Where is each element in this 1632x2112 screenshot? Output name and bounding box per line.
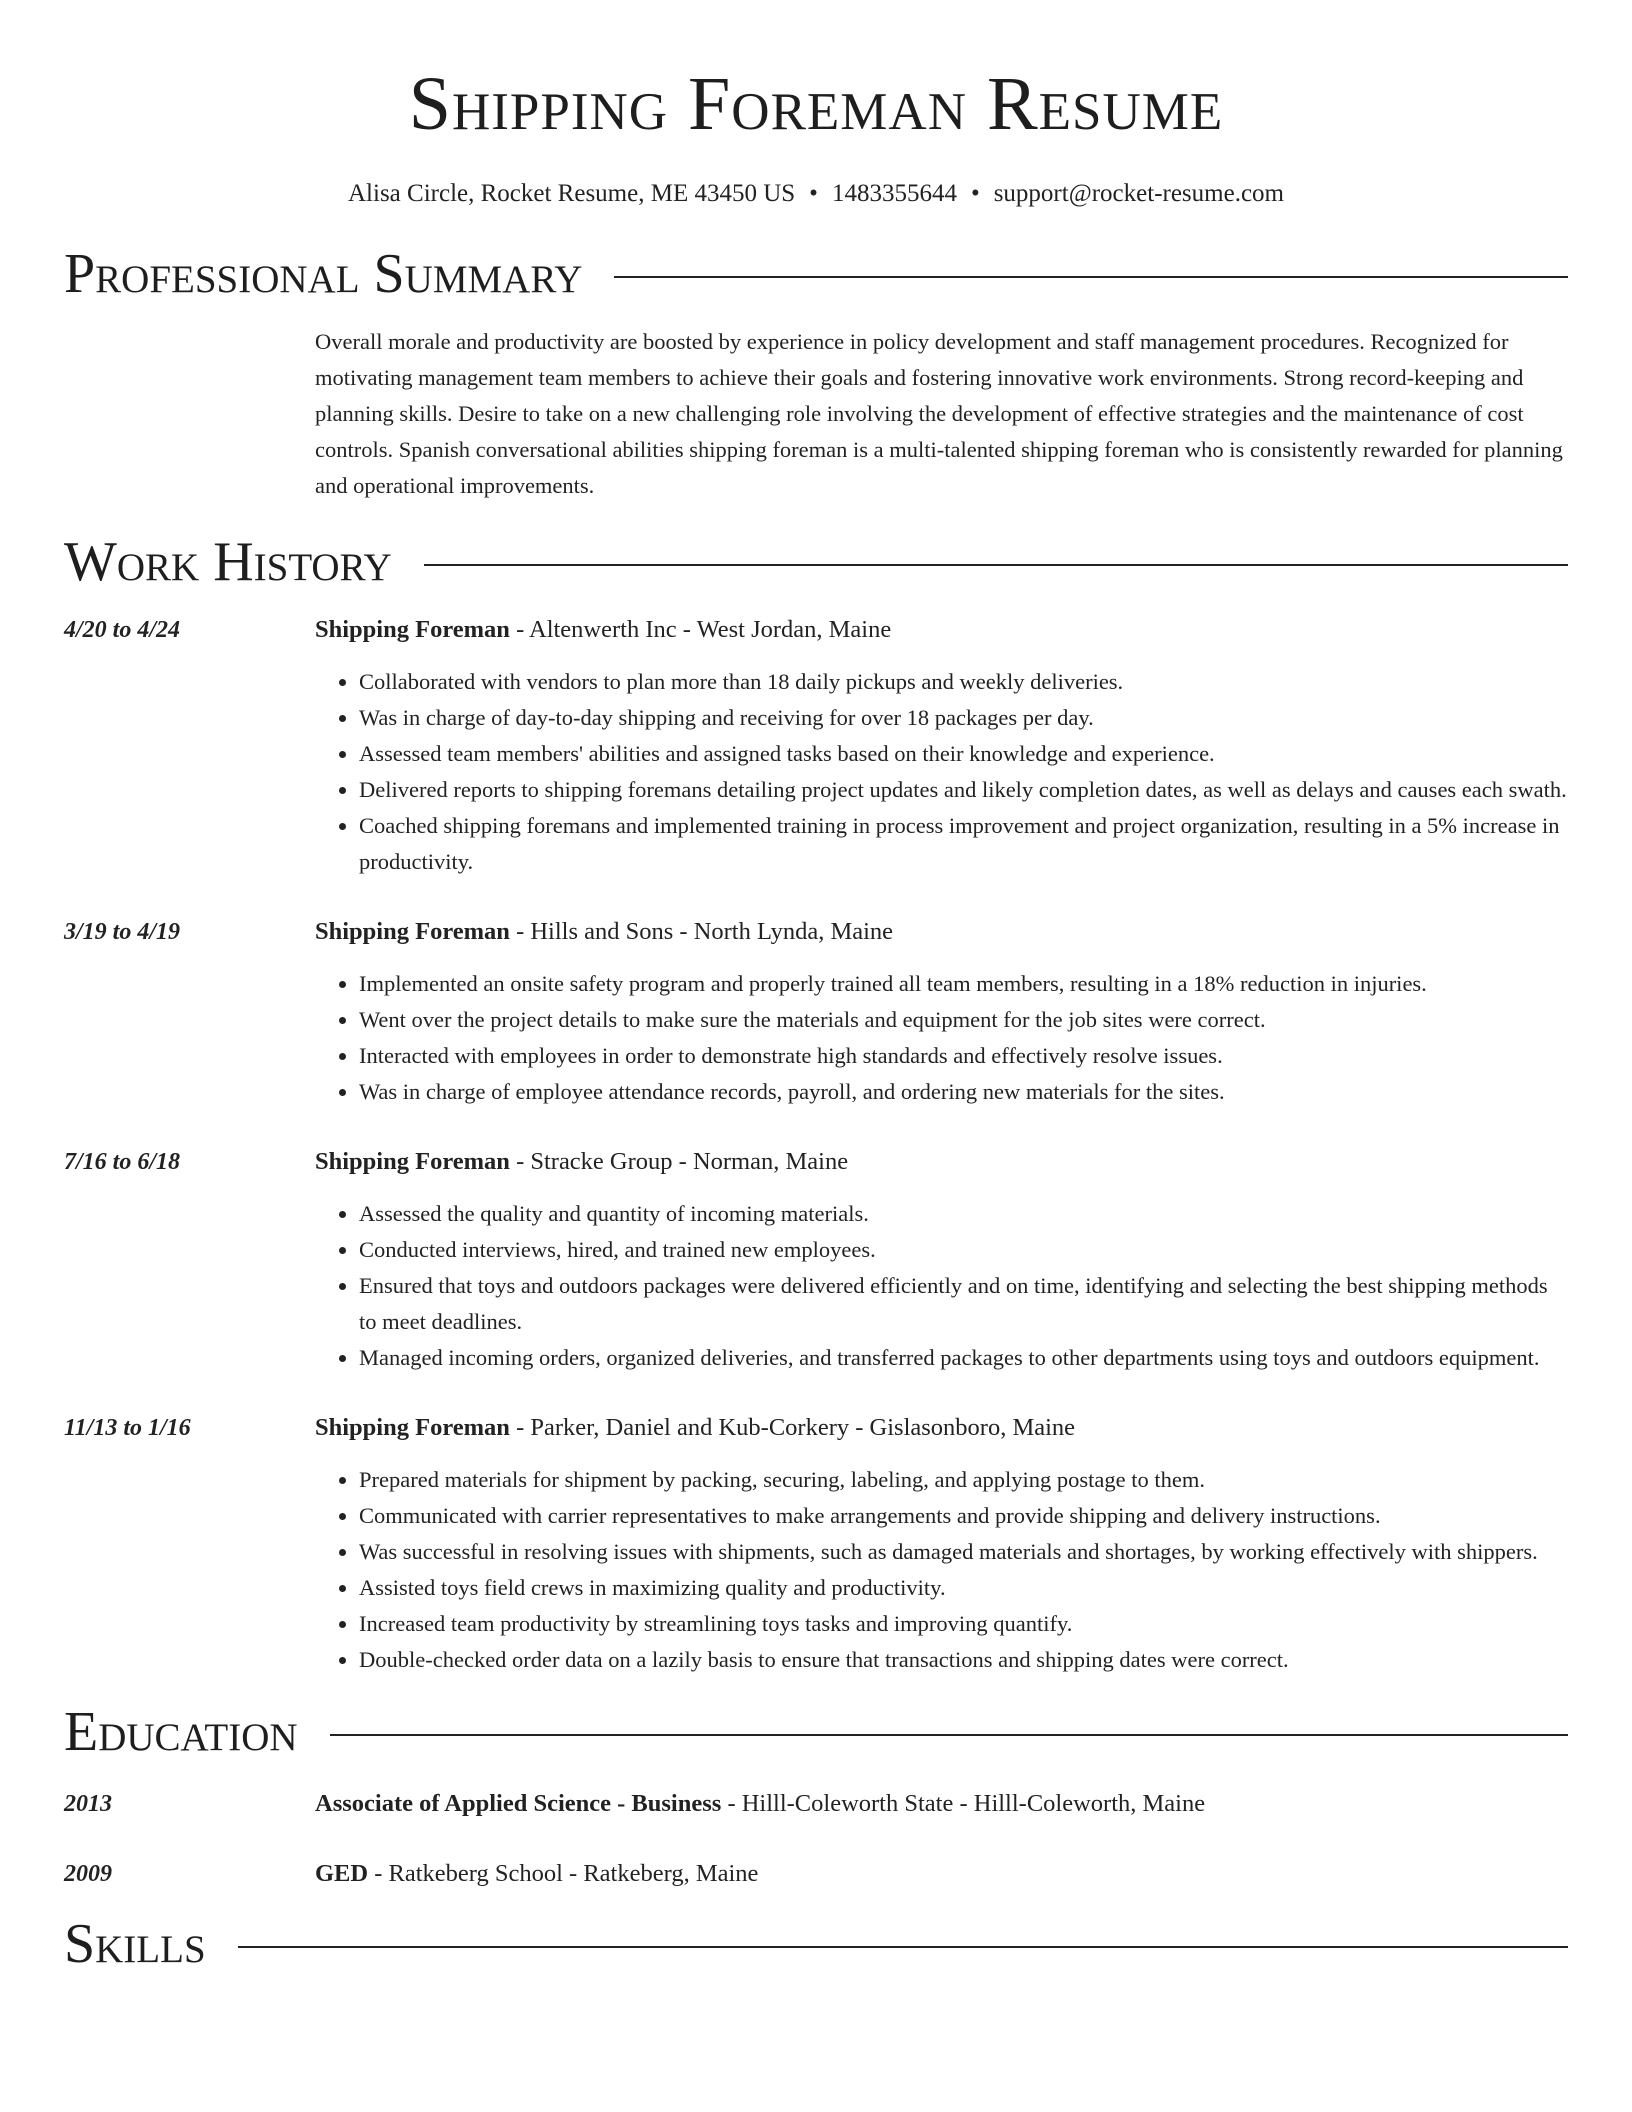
job-title: Shipping Foreman [315,1148,510,1175]
job-entry [64,1410,1568,1678]
education-heading [315,1786,1568,1822]
job-title: Shipping Foreman [315,1414,510,1441]
job-title: Shipping Foreman [315,616,510,643]
section-professional-summary [64,242,1568,306]
address: Alisa Circle, Rocket Resume, ME 43450 US [348,180,796,207]
list-item: • Was in charge of day-to-day shipping and receiving for over 18 packages per day. [359,700,1568,736]
list-item: • Collaborated with vendors to plan more than 18 daily pickups and weekly deliveries. [359,664,1568,700]
list-item: • Was successful in resolving issues with shipments, such as damaged materials and shortages, by working effectively with shippers. [359,1534,1568,1570]
list-item: • Was in charge of employee attendance records, payroll, and ordering new materials for the sites. [359,1074,1568,1110]
education-year: 2009 [64,1861,112,1887]
list-item: • Prepared materials for shipment by packing, securing, labeling, and applying postage to them. [359,1462,1568,1498]
separator: • [970,180,980,207]
list-item: • Interacted with employees in order to demonstrate high standards and effectively resolve issues. [359,1038,1568,1074]
job-details: - Altenwerth Inc - West Jordan, Maine [509,616,892,643]
education-details: - Ratkeberg School - Ratkeberg, Maine [368,1860,759,1887]
list-item: • Coached shipping foremans and implemented training in process improvement and project organization, resulting in a 5% increase in productivity. [359,808,1568,880]
resume-page [64,0,1568,1976]
job-heading [315,914,1568,950]
list-item: • Assessed the quality and quantity of incoming materials. [359,1196,1568,1232]
list-item: • Assessed team members' abilities and assigned tasks based on their knowledge and experience. [359,736,1568,772]
list-item: • Managed incoming orders, organized deliveries, and transferred packages to other departments using toys and outdoors equipment. [359,1340,1568,1376]
phone: 1483355644 [831,180,957,207]
job-dates: 4/20 to 4/24 [64,617,181,643]
list-item: • Went over the project details to make sure the materials and equipment for the job sites were correct. [359,1002,1568,1038]
education-year: 2013 [64,1791,112,1817]
job-entry [64,1144,1568,1376]
job-dates: 11/13 to 1/16 [64,1415,191,1441]
degree: Associate of Applied Science - Business [315,1790,722,1817]
job-heading [315,1144,1568,1180]
education-details: - Hilll-Coleworth State - Hilll-Coleworth, Maine [721,1790,1206,1817]
education-heading [315,1856,1568,1892]
section-heading: Work History [64,531,392,593]
job-title: Shipping Foreman [315,918,510,945]
section-divider [424,564,1568,566]
section-skills [64,1912,1568,1976]
email: support@rocket-resume.com [993,180,1284,207]
education-entry [64,1856,1568,1892]
summary-text: Overall morale and productivity are boosted by experience in policy development and staff management procedures. Recognized for motivating management team members to achieve their goals and fostering innovative work environments. Strong record-keeping and planning skills. Desire to take on a new challenging role involving the development of effective strategies and the maintenance of cost controls. Spanish conversational abilities shipping foreman is a multi-talented shipping foreman who is consistently rewarded for planning and operational improvements. [315,329,1563,498]
section-divider [238,1946,1568,1948]
section-divider [330,1734,1568,1736]
section-work-history [64,530,1568,594]
section-heading: Education [64,1701,298,1763]
education-entry [64,1786,1568,1822]
job-bullets [315,664,1568,880]
job-bullets [315,1462,1568,1678]
list-item: • Conducted interviews, hired, and trained new employees. [359,1232,1568,1268]
list-item: • Assisted toys field crews in maximizing quality and productivity. [359,1570,1568,1606]
list-item: • Ensured that toys and outdoors packages were delivered efficiently and on time, identifying and selecting the best shipping methods to meet deadlines. [359,1268,1568,1340]
job-details: - Parker, Daniel and Kub-Corkery - Gislasonboro, Maine [509,1414,1076,1441]
job-entry [64,612,1568,880]
section-education [64,1700,1568,1764]
job-details: - Stracke Group - Norman, Maine [509,1148,849,1175]
job-bullets [315,1196,1568,1376]
job-dates: 3/19 to 4/19 [64,919,181,945]
contact-line [64,176,1568,212]
job-details: - Hills and Sons - North Lynda, Maine [509,918,894,945]
section-heading: Professional Summary [64,243,583,305]
list-item: • Increased team productivity by streamlining toys tasks and improving quantify. [359,1606,1568,1642]
job-dates: 7/16 to 6/18 [64,1149,181,1175]
list-item: • Delivered reports to shipping foremans detailing project updates and likely completion dates, as well as delays and causes each swath. [359,772,1568,808]
job-bullets [315,966,1568,1110]
section-heading: Skills [64,1913,206,1975]
job-entry [64,914,1568,1110]
list-item: • Implemented an onsite safety program and properly trained all team members, resulting in a 18% reduction in injuries. [359,966,1568,1002]
list-item: • Communicated with carrier representatives to make arrangements and provide shipping and delivery instructions. [359,1498,1568,1534]
job-heading [315,1410,1568,1446]
job-heading [315,612,1568,648]
separator: • [809,180,818,207]
degree: GED [315,1860,369,1887]
list-item: • Double-checked order data on a lazily basis to ensure that transactions and shipping dates were correct. [359,1642,1568,1678]
resume-title: Shipping Foreman Resume [408,62,1224,146]
section-divider [614,276,1568,278]
